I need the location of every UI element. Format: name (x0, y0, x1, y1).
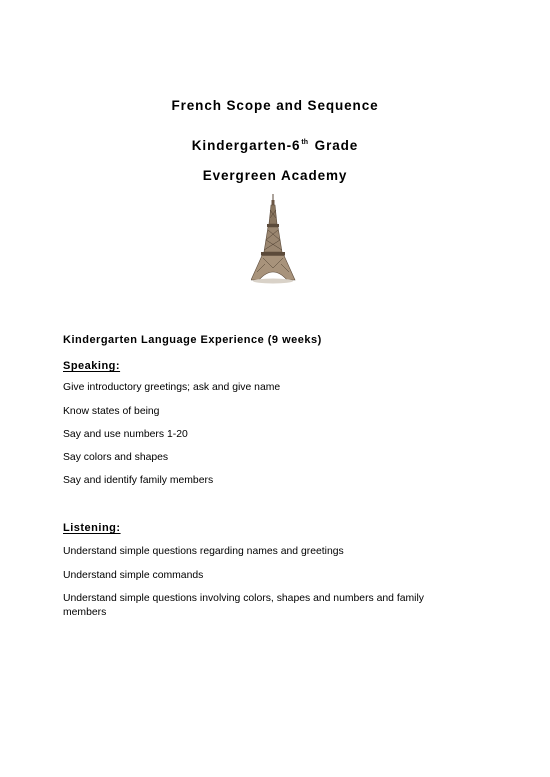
speaking-item: Know states of being (63, 406, 160, 417)
grade-range-title (0, 138, 550, 153)
listening-item: Understand simple questions involving colors, shapes and numbers and family members (63, 593, 424, 618)
speaking-item: Give introductory greetings; ask and give name (63, 382, 281, 393)
speaking-item: Say and use numbers 1-20 (63, 429, 188, 440)
grade-range-suffix: Grade (314, 138, 359, 153)
speaking-heading: Speaking: (63, 360, 121, 372)
eiffel-tower-icon (251, 194, 297, 284)
grade-ordinal-suffix: th (301, 139, 309, 146)
speaking-item: Say colors and shapes (63, 452, 169, 463)
speaking-item: Say and identify family members (63, 475, 214, 486)
school-name: Evergreen Academy (202, 168, 348, 183)
listening-item: Understand simple questions regarding names and greetings (63, 546, 344, 557)
document-title: French Scope and Sequence (171, 98, 379, 113)
grade-range-prefix: Kindergarten-6 (191, 138, 301, 153)
section-heading: Kindergarten Language Experience (9 weeks) (63, 334, 322, 346)
listening-item: Understand simple commands (63, 570, 204, 581)
listening-heading: Listening: (63, 522, 121, 534)
